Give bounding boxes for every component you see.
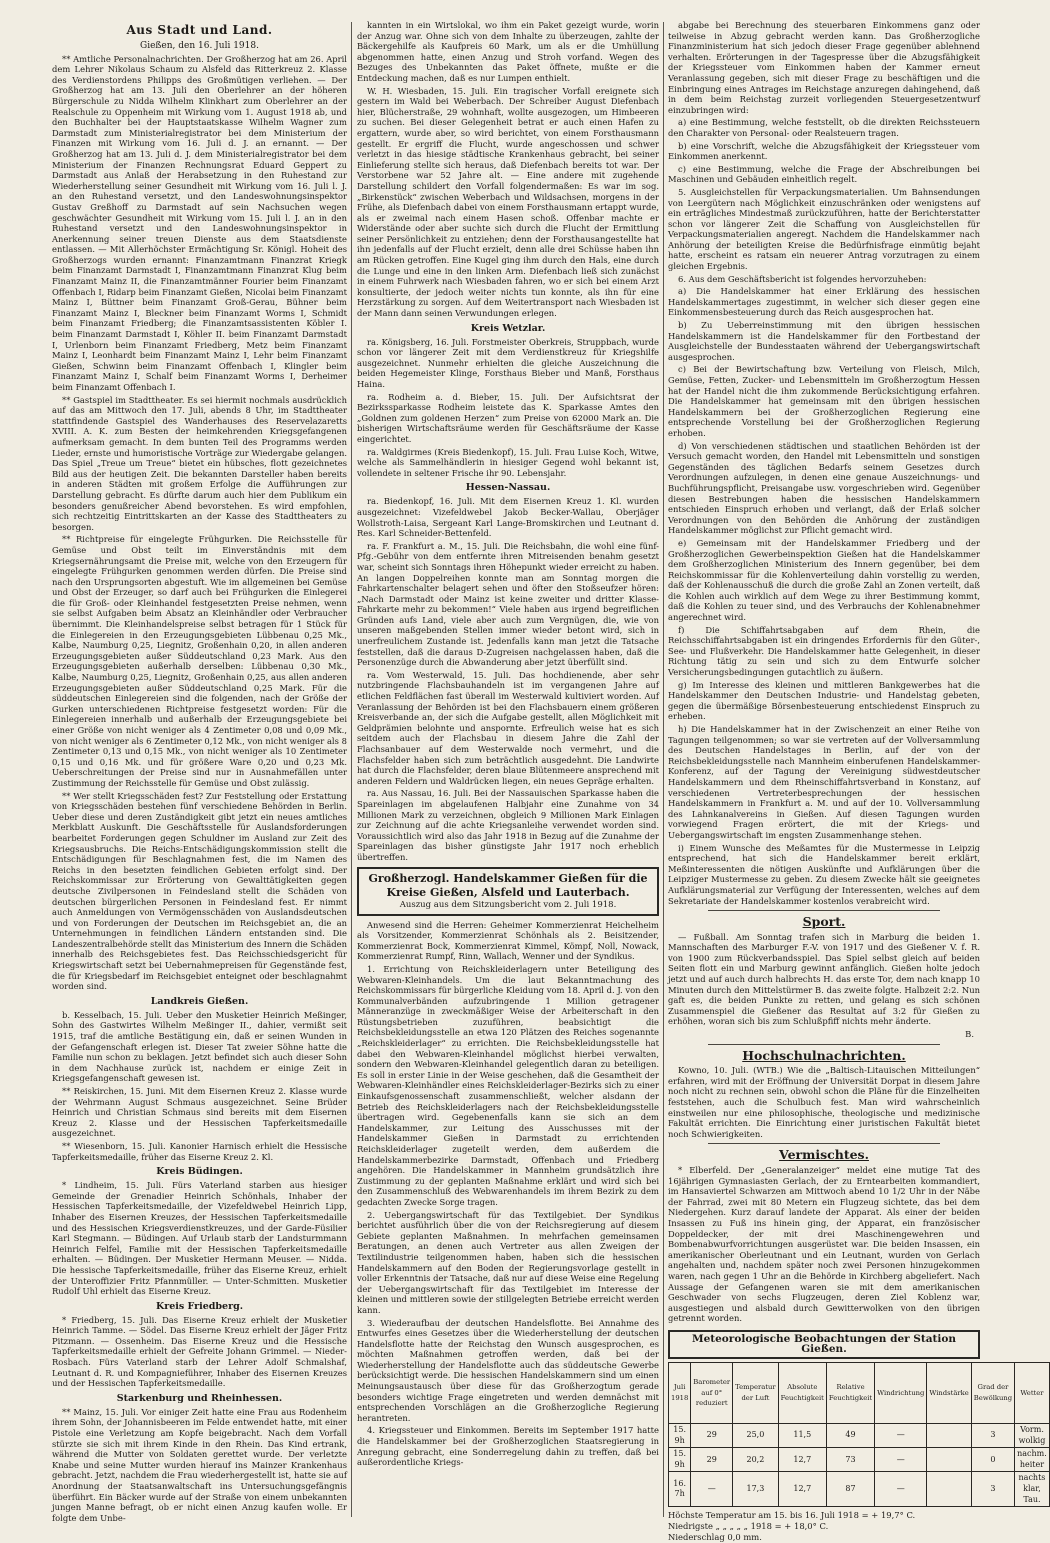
table-cell: 0 — [971, 1448, 1014, 1472]
column-rule — [663, 22, 664, 1517]
column-2 — [357, 20, 659, 1520]
table-cell — [927, 1448, 971, 1472]
article: b. Kesselbach, 15. Juli. Ueber den Musketier Heinrich Meßinger, Sohn des Gastwirtes Wilhelm Meßinger II., dahier, vermißt seit 1915, traf die amtliche Bestätigung ein, daß er seinen Wunden in der Gefangenschaft erlegen ist. Dieser Tat zweier Söhne hatte die Familie nun schon zu beklagen. Jetzt befindet sich auch dieser Sohn in dem Nachhause zurück ist, nachdem er einige Zeit in Kriegsgefangenschaft gewesen ist. — [52, 1009, 347, 1084]
precipitation: Niederschlag 0,0 mm. — [668, 1532, 762, 1543]
table-cell: 20,2 — [733, 1448, 779, 1472]
article: ** Wer stellt Kriegsschäden fest? Zur Feststellung oder Erstattung von Kriegsschäden bestehen fünf verschiedene Behörden in Berlin. Ueber diese und deren Zuständigkeit gibt jetzt ein neues amtliches Merkblatt Auskunft. Die Geschäftsstelle für Auslandsforderungen bearbeitet Forderungen gegen Schuldner im Ausland zur Zeit des Kriegsausbruchs. Die Reichs-Entschädigungskommission stellt die Entschädigungen für Beschlagnahmen fest, die im Namen des Reichs in den besetzten feindlichen Gebieten erfolgt sind. Der Reichskommissar zur Erörterung von Gewalttätigkeiten gegen deutsche Zivilpersonen in Feindesland stellt die Schäden von deutschen bürgerlichen Personen in Feindesland fest. Er nimmt auch Anmeldungen von Vermögensschäden von Auslandsdeutschen und von Forderungen der Deutschen im Reichsgebiet an, die an Unternehmungen in feindlichen Ländern entstanden sind. Die Landeszentralbehörde stellt das Ministerium des Innern die Schäden innerhalb des Reichsgebietes fest. Das Reichsschiedsgericht für Kriegswirtschaft setzt bei Uebernahmepreisen für Gegenstände fest, die für Kriegsbedarf im Reichsgebiet enteignet oder beschlagnahmt worden sind. — [52, 790, 347, 992]
table-row — [669, 1448, 1050, 1472]
article: Anwesend sind die Herren: Geheimer Kommerzienrat Heichelheim als Vorsitzender, Kommerzienrat Schönhals als 2. Beisitzender, Kommerzienrat Bock, Kommerzienrat Kimmel, Kömpf, Noll, Nowack, Kommerzienrat Rumpf, Rinn, Wallach, Wenner und der Syndikus. — [357, 919, 659, 962]
table-cell: 11,5 — [778, 1424, 826, 1448]
table-cell: 29 — [691, 1424, 733, 1448]
column-header: Grad der Bewölkung — [971, 1363, 1014, 1424]
chamber-header-box — [357, 867, 659, 916]
table-cell: 49 — [826, 1424, 874, 1448]
article: c) Bei der Bewirtschaftung bzw. Verteilung von Fleisch, Milch, Gemüse, Fetten, Zucker- und Lebensmitteln im Großherzogtum Hessen hat der Handel nicht die ihm zukommende Berücksichtigung erfahren. Die Handelskammer hat gemeinsam mit den übrigen hessischen Handelskammern bei der Großherzoglichen Regierung eine entsprechende Vorstellung bei der Großherzoglichen Regierung erhoben. — [668, 364, 980, 438]
article: ** Mainz, 15. Juli. Vor einiger Zeit hatte eine Frau aus Rodenheim ihrem Sohn, der Johannisbeeren im Felde entwendet hatte, mit einer Pistole eine Verletzung am Kopfe beigebracht. Nach dem Vorfall stürzte sie sich mit ihrem Kinde in den Rhein. Das Kind ertrank, während die Mutter von Soldaten gerettet wurde. Der verletzte Knabe und seine Mutter wurden hierauf ins Mainzer Krankenhaus gebracht. Jetzt, nachdem die Frau wiederhergestellt ist, hatte sie auf Anordnung der Staatsanwaltschaft ins Untersuchungsgefängnis überführt. Ein Bäcker wurde auf der Straße von einem unbekannten jungen Manne befragt, ob er nicht einen Anzug kaufen wolle. Er folgte dem Unbe- — [52, 1406, 347, 1523]
column-header: Barometer auf 0° reduziert — [691, 1363, 733, 1424]
table-cell: Vorm. wolkig — [1015, 1424, 1050, 1448]
dateline: Gießen, den 16. Juli 1918. — [140, 41, 259, 51]
chamber-subtitle: Auszug aus dem Sitzungsbericht vom 2. Juli 1918. — [399, 899, 617, 910]
chamber-title: Großherzogl. Handelskammer Gießen für die Kreise Gießen, Alsfeld und Lauterbach. — [368, 871, 648, 899]
article: g) Im Interesse des kleinen und mittleren Bankgewerbes hat die Handelskammer den Deutschen Industrie- und Handelstag gebeten, gegen die übermäßige Börsenbesteuerung entschiedenst Einspruch zu erheben. — [668, 679, 980, 722]
table-row — [669, 1424, 1050, 1448]
article: ** Wiesenborn, 15. Juli. Kanonier Harnisch erhielt die Hessische Tapferkeitsmedaille, früher das Eiserne Kreuz 2. Kl. — [52, 1140, 347, 1162]
table-cell: nachts klar, Tau. — [1015, 1472, 1050, 1507]
article: ** Richtpreise für eingelegte Frühgurken. Die Reichsstelle für Gemüse und Obst teilt im Einverständnis mit dem Kriegsernährungsamt die Preise mit, welche von den Erzeugern für eingelegte Frühgurken genommen werden dürfen. Die Preise sind nach den Ursprungsorten abgestuft. Wie im allgemeinen bei Gemüse und Obst der Erzeuger, so darf auch bei Frühgurken die Einlegerei die für Groß- oder Kleinhandel festgesetzten Preise nehmen, wenn sie selbst Aufgaben beim Absatz an Kleinhändler oder Verbraucher übernimmt. Die Kleinhandelspreise selbst betragen für 1 Stück für die Einlegereien in den Erzeugungsgebieten Lübbenau 0,25 Mk., Kalbe, Naumburg 0,25, Liegnitz, Großenhain 0,20, in allen anderen Erzeugungsgebieten außer Süddeutschland 0,23 Mark. Aus den Erzeugungsgebieten außerhalb derselben: Lübbenau 0,30 Mk., Kalbe, Naumburg 0,25, Liegnitz, Großenhain 0,25, aus allen anderen Erzeugungsgebieten außer Süddeutschland 0,25 Mark. Für die süddeutschen Einlegereien sind die folgenden, nach der Größe der Gurken unterschiedenen Richtpreise festgesetzt worden: Für die Einlegereien innerhalb und außerhalb der Erzeugungsgebiete bei einer Größe von nicht weniger als 4 Zentimeter 0,08 und 0,09 Mk., von nicht weniger als 6 Zentimeter 0,12 Mk., von nicht weniger als 8 Zentimeter 0,13 und 0,15 Mk., von nicht weniger als 10 Zentimeter 0,15 und 0,16 Mk. und für größere Ware 0,20 und 0,23 Mk. Ueberschreitungen der Preise sind nur in Ausnahmefällen unter Zustimmung der Reichsstelle für Gemüse und Obst zulässig. — [52, 534, 347, 788]
subheading: Kreis Büdingen. — [156, 1166, 243, 1178]
max-temperature: Höchste Temperatur am 15. bis 16. Juli 1918 = + 19,7° C. — [668, 1510, 916, 1521]
subheading: Kreis Wetzlar. — [470, 322, 546, 334]
article: ra. Rodheim a. d. Bieber, 15. Juli. Der Aufsichtsrat der Bezirkssparkasse Rodheim leistete das K. Sparkasse Amtes den „Goldnen zum goldenen Herzen“ zum Preise von 62000 Mark an. Die bisherigen Wirtschaftsräume werden für Geschäftsräume der Kasse eingerichtet. — [357, 391, 659, 444]
table-cell: 17,3 — [733, 1472, 779, 1507]
article: kannten in ein Wirtslokal, wo ihm ein Paket gezeigt wurde, worin der Anzug war. Ohne sich von dem Inhalte zu überzeugen, zahlte der Bäckergehilfe als Kaufpreis 60 Mark, um als er die Umhüllung abgenommen hatte, einen Anzug und Stroh vorfand. Wegen des Bezuges des Unbekannten das Paket öffnete, mußte er die Entdeckung machen, daß es nur Lumpen enthielt. — [357, 20, 659, 83]
article: ** Gastspiel im Stadttheater. Es sei hiermit nochmals ausdrücklich auf das am Mittwoch den 17. Juli, abends 8 Uhr, im Stadttheater stattfindende Gastspiel des Wanderhauses des Reservelazaretts XVIII. A. K. zum Besten der heimkehrenden Kriegsgefangenen aufmerksam gemacht. In dem bunten Teil des Programms werden Lieder, ernste und humoristische Vorträge zur Wiedergabe gelangen. Das Spiel „Treue um Treue“ bietet ein hübsches, flott gezeichnetes Bild aus der heutigen Zeit. Die bekannten Darsteller haben bereits in anderen Städten mit großem Erfolge die Aufführungen zur Darstellung gebracht. Es dürfte darum auch hier dem Publikum ein besonders genußreicher Abend bevorstehen. Es wird empfohlen, sich rechtzeitig Eintrittskarten an der Kasse des Stadttheaters zu besorgen. — [52, 394, 347, 532]
column-3 — [668, 20, 1047, 1543]
table-cell — [927, 1424, 971, 1448]
article: * Lindheim, 15. Juli. Fürs Vaterland starben aus hiesiger Gemeinde der Grenadier Heinrich Schönhals, Inhaber der Hessischen Tapferkeitsmedaille, der Vizefeldwebel Heinrich Lipp, Inhaber des Eisernen Kreuzes, der Hessischen Tapferkeitsmedaille und des Hessischen Kriegsverdienstkreuzes, und der Garde-Füsilier Karl Stegmann. — Büdingen. Auf Urlaub starb der Landsturmmann Heinrich Felfel, Familie mit der Hessischen Tapferkeitsmedaille erhalten. — Büdingen. Der Musketier Hermann Meuser. — Nidda. Die hessische Tapferkeitsmedaille, früher das Eiserne Kreuz, erhielt der Unteroffizier Fritz Pfannmüller. — Unter-Schmitten. Musketier Rudolf Uhl erhielt das Eiserne Kreuz. — [52, 1180, 347, 1297]
table-cell: 3 — [971, 1472, 1014, 1507]
article: abgabe bei Berechnung des steuerbaren Einkommens ganz oder teilweise in Abzug gebracht werden kann. Das Großherzogliche Finanzministerium hat sich jedoch dieser Frage gegenüber ablehnend verhalten. Erörterungen in der Tagespresse über die Abzugsfähigkeit der Kriegssteuer vom Einkommen haben der Kammer erneut Veranlassung gegeben, sich mit dieser Frage zu beschäftigen und die Einbringung eines Antrages im Reichstage anzuregen dahingehend, daß in dem beim Reichstag zurzeit vorliegenden Steuergesetzentwurf einzubringen wird: — [668, 20, 980, 115]
subheading: Hessen-Nassau. — [465, 482, 551, 494]
article: Kowno, 10. Juli. (WTB.) Wie die „Baltisch-Litauischen Mitteilungen“ erfahren, wird mit der Eröffnung der Universität Dorpat in diesem Jahre noch nicht zu rechnen sein, obwohl schon die Pläne für die Einzelheiten feststehen, auch die Schulbuch fest. Man wird wahrscheinlich einstweilen nur eine philosophische, theologische und medizinische Fakultät errichten. Die Einrichtung einer juristischen Fakultät bietet noch Schwierigkeiten. — [668, 1065, 980, 1139]
column-rule — [351, 22, 352, 1517]
table-cell: 25,0 — [733, 1424, 779, 1448]
article: 2. Uebergangswirtschaft für das Textilgebiet. Der Syndikus berichtet ausführlich über die von der Reichsregierung auf diesem Gebiete geplanten Maßnahmen. In mehrfachen gemeinsamen Beratungen, an denen auch Vertreter aus allen Zweigen der Textilindustrie teilgenommen haben, haben sich die hessischen Handelskammern auf den Boden der Regierungsvorlage gestellt in voller Erkenntnis der Tatsache, daß nur auf diese Weise eine Regelung der Uebergangswirtschaft für das Textilgebiet im Interesse der kleinen und mittleren sowie der stillgelegten Betriebe erreicht werden kann. — [357, 1209, 659, 1315]
table-cell: 16. 7h — [669, 1472, 691, 1507]
article: ** Amtliche Personalnachrichten. Der Großherzog hat am 26. April dem Lehrer Nikolaus Schaum zu Alsfeld das Ritterkreuz 2. Klasse des Verdienstordens Philipps des Großmütigen verliehen. — Der Großherzog hat am 13. Juli den Oberlehrer an der höheren Bürgerschule zu Nidda Wilhelm Klinkhart zum Oberlehrer an der Realschule zu Oppenheim mit Wirkung vom 1. August 1918 ab, und den Buchhalter bei der Hauptstaatskasse Wilhelm Wagner zum Darmstadt zum Ministerialregistrator bei dem Ministerium der Finanzen mit Wirkung vom 16. Juli d. J. an ernannt. — Der Großherzog hat am 13. Juli d. J. dem Ministerialregistrator bei dem Ministerium der Finanzen Rechnungsrat Eduard Geppert zu Darmstadt aus Anlaß der Herabsetzung in den Ruhestand zur Wiederherstellung seiner Gesundheit mit Wirkung vom 16. Juli l. J. an den Ruhestand versetzt, und den Landeswohnungsinspektor Gustav Greßhoff zu Darmstadt auf sein Nachsuchen wegen geschwächter Gesundheit mit Wirkung vom 15. Juli l. J. an in den Ruhestand versetzt und den Landeswohnungsinspektor in Anerkennung seiner treuen Dienste aus dem Staatsdienste entlassen. — Mit Allerhöchster Ermächtigung Sr. Königl. Hoheit des Großherzogs wurden ernannt: Finanzamtmann Finanzrat Kriegk beim Finanzamt Darmstadt I, Finanzamtmann Finanzrat Klug beim Finanzamt Mainz II, die Finanzamtmänner Fourier beim Finanzamt Offenbach I, Ridarp beim Finanzamt Gießen, Nicolai beim Finanzamt Mainz I, Büttner beim Finanzamt Groß-Gerau, Bühner beim Finanzamt Mainz I, Bleckner beim Finanzamt Worms I, Schmidt beim Finanzamt Friedberg; die Finanzamtsassistenten Köbler I. beim Finanzamt Darmstadt I, Köhler II. beim Finanzamt Darmstadt I, Urlenborn beim Finanzamt Friedberg, Metz beim Finanzamt Mainz I, Leonhardt beim Finanzamt Mainz I, Lehr beim Finanzamt Gießen, Schwinn beim Finanzamt Offenbach I, Klingler beim Finanzamt Mainz I, Schalf beim Finanzamt Worms I, Derheimer beim Finanzamt Offenbach I. — [52, 53, 347, 392]
article: 4. Kriegssteuer und Einkommen. Bereits im September 1917 hatte die Handelskammer bei der Großherzoglichen Staatsregierung in Anregung gebracht, eine Sonderregelung dahin zu treffen, daß bei außerordentliche Kriegs- — [357, 1425, 659, 1468]
article: d) Von verschiedenen städtischen und staatlichen Behörden ist der Versuch gemacht worden, den Handel mit Lebensmitteln und sonstigen Gegenständen des täglichen Bedarfs seinem Gesetzes durch Verordnungen aufzulegen, in denen eine genaue Auszeichnungs- und Buchführungspflicht, Preisangabe usw. vorgeschrieben wird. Gegenüber diesen Bestrebungen haben die hessischen Handelskammern entschieden Einspruch erhoben und verlangt, daß der Erlaß solcher Verordnungen von den Behörden die Anhörung der zuständigen Handelskammer möglichst zur Pflicht gemacht wird. — [668, 440, 980, 536]
article: ra. Vom Westerwald, 15. Juli. Das hochdienende, aber sehr nutzbringende Flachsbauhandeln ist im vergangenen Jahre auf etlichen Feldflächen fast überall im Westerwald kultiviert worden. Auf Veranlassung der Behörden ist bei den Flachsbauern einem größeren Kreisverbande an, der sich die Aufgabe gestellt, allen Möglichkeit mit Geldprämien belohnte und anspornte. Erfreulich weise hat es sich seitdem auch der Flachsbau in diesem Jahre die Zahl der Flachsanbauer auf dem Westerwalde noch vermehrt, und die Flachsfelder haben sich zum beträchtlich ausgedehnt. Die Landwirte hat durch die Flachsfelder, deren blaue Blütenmeere ansprechend mit anderen Feldern und Waldrücken liegen, ein neues Gepräge erhalten. — [357, 669, 659, 786]
table-cell: 3 — [971, 1424, 1014, 1448]
column-header: Windrichtung — [875, 1363, 927, 1424]
sport-heading: Sport. — [802, 914, 846, 930]
article: a) eine Bestimmung, welche feststellt, ob die direkten Reichssteuern den Charakter von Personal- oder Realsteuern tragen. — [668, 117, 980, 138]
table-cell — [927, 1472, 971, 1507]
column-header: Relative Feuchtigkeit — [826, 1363, 874, 1424]
article: h) Die Handelskammer hat in der Zwischenzeit an einer Reihe von Tagungen teilgenommen; so war sie vertreten auf der Vollversammlung des Deutschen Handelstages in Berlin, auf der von der Reichsbekleidungsstelle nach Mannheim einberufenen Handelskammer-Konferenz, auf der Tagung der Vereinigung südwestdeutscher Handelskammern und dem Rheinschiffahrtsverband in Konstanz, auf verschiedenen Vertreterbesprechungen der hessischen Handelskammern in Frankfurt a. M. und auf der 10. Vollversammlung des Lahnkanalvereins in Gießen. Auf diesen Tagungen wurden vorwiegend Fragen erörtert, die mit der Kriegs- und Uebergangswirtschaft im engsten Zusammenhange stehen. — [668, 724, 980, 840]
table-cell: — — [875, 1448, 927, 1472]
min-temperature: Niedrigste „ „ „ „ „ 1918 = + 18,0° C. — [668, 1521, 829, 1532]
article: ra. Aus Nassau, 16. Juli. Bei der Nassauischen Sparkasse haben die Spareinlagen im abgelaufenen Halbjahr eine Zunahme von 34 Millionen Mark zu verzeichnen, obgleich 9 Millionen Mark Einlagen zur Zeichnung auf die achte Kriegsanleihe verwendet worden sind. Voraussichtlich wird also das Jahr 1918 in Bezug auf die Zunahme der Spareinlagen das bisher günstigste Jahr 1917 noch erheblich übertreffen. — [357, 788, 659, 862]
divider — [708, 910, 940, 911]
article: * Friedberg, 15. Juli. Das Eiserne Kreuz erhielt der Musketier Heinrich Tamme. — Södel. Das Eiserne Kreuz erhielt der Jäger Fritz Pitzmann. — Ossenheim. Das Eiserne Kreuz und die Hessische Tapferkeitsmedaille erhielt der Gefreite Johann Grimmel. — Nieder-Rosbach. Fürs Vaterland starb der Lehrer Adolf Schmalshaf, Leutnant d. R. und Kompagnieführer, Inhaber des Eisernen Kreuzes und der Hessischen Tapferkeitsmedaille. — [52, 1314, 347, 1389]
article: ra. Königsberg, 16. Juli. Forstmeister Oberkreis, Struppbach, wurde schon vor längerer Zeit mit dem Verdienstkreuz für Kriegshilfe ausgezeichnet. Nunmehr erhielten die gleiche Auszeichnung die beiden Hegemeister Klinge, Forsthaus Bieber und Manß, Forsthaus Haina. — [357, 336, 659, 389]
table-row — [669, 1472, 1050, 1507]
miscellaneous-heading: Vermischtes. — [779, 1147, 869, 1163]
table-cell: 73 — [826, 1448, 874, 1472]
table-cell: — — [875, 1472, 927, 1507]
article: e) Gemeinsam mit der Handelskammer Friedberg und der Großherzoglichen Gewerbeinspektion Gießen hat die Handelskammer dem Großherzoglichen Ministerium des Innern gegenüber, bei dem Reichskommissar für die Kohlenverteilung dahin vorstellig zu werden, daß der Kohlenausschuß die durch die große Zahl an Zonen verteilt, daß die Kohlen auch wirklich auf dem Wege zu ihrer Bestimmung kommt, daß die Kohlen zu teuer sind, und des Verbrauchs der Kohlenabnehmer angerechnet wird. — [668, 537, 980, 623]
column-header: Absolute Feuchtigkeit — [778, 1363, 826, 1424]
weather-summary — [668, 1510, 980, 1543]
table-cell: — — [875, 1424, 927, 1448]
article: i) Einem Wunsche des Meßamtes für die Mustermesse in Leipzig entsprechend, hat sich die Handelskammer bereit erklärt, Meßinteressenten die nötigen Auskünfte und Aufklärungen über die Leipziger Mustermesse zu geben. Zu diesem Zwecke hält sie geeignetes Aufklärungsmaterial zur Verfügung der Interessenten, welches auf dem Sekretariate der Handelskammer kostenlos verabreicht wird. — [668, 842, 980, 906]
subheading: Kreis Friedberg. — [155, 1300, 244, 1312]
author-initial: B. — [965, 1029, 974, 1040]
article: 6. Aus dem Geschäftsbericht ist folgendes hervorzuheben: — [678, 273, 927, 284]
divider — [708, 1143, 940, 1144]
table-cell: — — [691, 1472, 733, 1507]
column-header: Temperatur der Luft — [733, 1363, 779, 1424]
column-1 — [52, 20, 347, 1523]
column-header: Wetter — [1015, 1363, 1050, 1424]
weather-table-title: Meteorologische Beobachtungen der Station Gießen. — [668, 1330, 980, 1359]
article: ra. F. Frankfurt a. M., 15. Juli. Die Reichsbahn, die wohl eine fünf-Pfg.-Gebühr von dem entfernte ihren Mitreisenden benahm gesetzt war, scheint sich Sonntags ihren Höhepunkt wieder erreicht zu haben. An langen Doppelreihen konnte man am Sonntag morgen die Fahrkartenschalter belagert sehen und öfter den Stoßseufzer hören: „Nach Darmstadt oder Mainz ist keine zweiter und dritter Klasse-Fahrkarte mehr zu bekommen!“ Viele haben aus irgend begreiflichen Gründen aufs Land, viele aber auch zum Vergnügen, die, wie von unseren maßgebenden Stellen immer wieder betont wird, sich in unerfreulichem Zustande ist. Jedenfalls kann man jetzt die Tatsache feststellen, daß die daraus D-Zugreisen nachgelassen haben, daß die Personenzüge durch die Abwanderung aber jetzt überfüllt sind. — [357, 540, 659, 668]
article: ra. Waldgirmes (Kreis Biedenkopf), 15. Juli. Frau Luise Koch, Witwe, welche als Sammelhändlerin in hiesiger Gegend wohl bekannt ist, vollendete in seltener Frische ihr 90. Lebensjahr. — [357, 446, 659, 478]
column-header: Windstärke — [927, 1363, 971, 1424]
weather-table-header — [669, 1363, 1050, 1424]
article: a) Die Handelskammer hat einer Erklärung des hessischen Handelskammertages zugestimmt, in welcher sich dieser gegen eine Einkommensbesteuerung durch das Reich ausgesprochen hat. — [668, 286, 980, 318]
article: * Elberfeld. Der „Generalanzeiger“ meldet eine mutige Tat des 16jährigen Gymnasiasten Gerlach, der zu Erntearbeiten kommandiert, im Hansaviertel Schwarzen am Mittwoch abend 10 1/2 Uhr in der Näbe der Fahrrad, zwei mit 80 Metern ein Flugzeug sichtete, das bei dem Niedergehen. Kurz darauf landete der Apparat. Als einer der beiden Insassen zu Fuß ins hinein ging, der Apparat, ein französischer Doppeldecker, der mit drei Maschinengewehren und Bombenabwurfvorrichtungen ausgerüstet war. Die beiden Insassen, ein amerikanischer Oberleutnant und ein Leutnant, wurden von Gerlach angehalten und, nachdem später noch zwei Personen hinzugekommen waren, nach gegen 1 Uhr an die Behörde in Kirchberg abgeliefert. Nach Aussage der Gefangenen waren sie mit dem amerikanischen Geschwader von sechs Flugzeugen, deren Ziel Koblenz war, ausgestiegen und alsbald durch Gewitterwolken von den übrigen getrennt worden. — [668, 1164, 980, 1324]
article: c) eine Bestimmung, welche die Frage der Abschreibungen bei Maschinen und Gebäuden einheitlich regelt. — [668, 163, 980, 185]
subheading: Landkreis Gießen. — [150, 995, 249, 1007]
article: f) Die Schiffahrtsabgaben auf dem Rhein, die Reichsschiffahrtsabgaben ist ein dringendes Erfordernis für den Güter-, See- und Flußverkehr. Die Handelskammer hatte Gelegenheit, in dieser Richtung tätig zu sein und sich zu dem Entwurfe solcher Versicherungsbedingungen gutachtlich zu äußern. — [668, 624, 980, 678]
table-cell: 15. 9h — [669, 1424, 691, 1448]
article: ra. Biedenkopf, 16. Juli. Mit dem Eisernen Kreuz 1. Kl. wurden ausgezeichnet: Vizefeldwebel Jakob Becker-Wallau, Oberjäger Wollstroth-Laisa, Sergeant Karl Lange-Bromskirchen und Leutnant d. Res. Karl Schneider-Bettenfeld. — [357, 496, 659, 539]
article: b) eine Vorschrift, welche die Abzugsfähigkeit der Kriegssteuer vom Einkommen anerkennt. — [668, 140, 980, 162]
table-cell: 12,7 — [778, 1472, 826, 1507]
university-news-heading: Hochschulnachrichten. — [742, 1047, 906, 1063]
column-header: Juli 1918 — [669, 1363, 691, 1424]
divider — [708, 1044, 940, 1045]
article: b) Zu Ueberreinstimmung mit den übrigen hessischen Handelskammern ist die Handelskammer für den Fortbestand der Ausgleichstelle der Bundesstaaten während der Uebergangswirtschaft ausgesprochen. — [668, 320, 980, 362]
article: ** Reiskirchen, 15. Juni. Mit dem Eisernen Kreuz 2. Klasse wurde der Wehrmann August Schmaus ausgezeichnet. Seine Brüder Heinrich und Christian Schmaus sind bereits mit dem Eisernen Kreuz 2. Klasse und der Hessischen Tapferkeitsmedaille ausgezeichnet. — [52, 1086, 347, 1139]
table-cell: 87 — [826, 1472, 874, 1507]
article: 1. Errichtung von Reichskleiderlagern unter Beteiligung des Webwaren-Kleinhandels. Um die laut Bekanntmachung des Reichskommissars für bürgerliche Kleidung vom 18. April d. J. von den Kommunalverbänden aufzubringende 1 Million getragener Männeranzüge in zweckmäßiger Weise der Arbeiterschaft in den Rüstungsbetrieben zuzuführen, beabsichtigt die Reichsbekleidungsstelle an etwa 120 Plätzen des Reiches sogenannte „Reichskleiderlager“ zu errichten. Die Reichsbekleidungsstelle hat dabei den Webwaren-Kleinhandel möglichst hierbei verwalten, sondern den Webwaren-Kleinhandel gelegentlich daran zu beteiligen. Es soll in erster Linie in der Weise geschehen, daß die Gesamtheit der Webwaren-Kleinhändler eines Reichskleiderlager-Bezirks sich zu einer Einkaufsgenossenschaft zusammenschließt, welcher alsdann der Betrieb des Reichskleiderlagers nach der Reichsbekleidungsstelle übertragen wird. Gegebenenfalls kann sie sich an dem Handelskammer, zur Leitung des Ausschusses mit der Handelskammer Gießen in Darmstadt zu errichtenden Reichskleiderlager zugeteilt werden, dem außerdem die Handelskammerbezirke Darmstadt, Offenbach und Friedberg angehören. Die Handelskammer in Mannheim grundsätzlich ihre Zustimmung zu der geplanten Maßnahme erklärt und wird sich bei den Zusammenschluß des Webwarenhandels im ihrem Bezirk zu dem gedachten Zwecke Sorge tragen. — [357, 963, 659, 1207]
article: 5. Ausgleichstellen für Verpackungsmaterialien. Um Bahnsendungen von Leergütern nach Möglichkeit einzuschränken oder wenigstens auf ein erträgliches Mindestmaß zurückzuführen, hatte der Berichterstatter schon vor längerer Zeit die Schaffung von Ausgleichstellen für Verpackungsmaterialien angeregt. Nachdem die Handelskammer nach Anhörung der beteiligten Kreise die Bedürfnisfrage einmütig bejaht hatte, erscheint es ratsam ein neuerer Antrag vorzutragen zu einem gleichen Ergebnis. — [668, 186, 980, 272]
subheading: Starkenburg und Rheinhessen. — [116, 1392, 283, 1404]
article: 3. Wiederaufbau der deutschen Handelsflotte. Bei Annahme des Entwurfes eines Gesetzes über die Wiederherstellung der deutschen Handelsflotte hatte der Reichstag den Wunsch ausgesprochen, es möchten Maßnahmen getroffen werden, daß bei der Wiederherstellung der Handelsflotte auch das süddeutsche Gewerbe berücksichtigt werde. Die hessischen Handelskammern sind um einen Meinungsaustausch über diese für das Großherzogtum gerade besonders wichtige Frage eingetreten und werden demnächst mit entsprechenden Vorschlägen an die Großherzogliche Regierung herantreten. — [357, 1317, 659, 1423]
table-cell: nachm. heiter — [1015, 1448, 1050, 1472]
article: — Fußball. Am Sonntag trafen sich in Marburg die beiden 1. Mannschaften des Marburger F.-V. von 1917 und des Gießener V. f. R. von 1900 zum Rückverbandsspiel. Das Spiel selbst gleich auf beiden Seiten flott ein und Marburg gewinnt anfänglich. Gießen holte jedoch jetzt und auf auch durch halbrechts H. das erste Tor, dem nach knapp 10 Minuten durch den Mittelstürmer B. das zweite folgte. Halbzeit 2:2. Nun gaft es, die beiden Punkte zu retten, und gelang es sich schönen Zusammenspiel die Gießener das Resultat auf 3:2 für Gießen zu erhöhen, woran sich bis zum Schlußpfiff nichts mehr änderte. — [668, 931, 980, 1027]
section-heading: Aus Stadt und Land. — [126, 23, 273, 37]
article: W. H. Wiesbaden, 15. Juli. Ein tragischer Vorfall ereignete sich gestern im Wald bei Weberbach. Der Schreiber August Diefenbach hier, Blücherstraße, 29 wohnhaft, wollte ausgezogen, um Himbeeren zu suchen. Bei dieser Gelegenheit betrat er auch einen Hafen zu ergattern, wurde aber, so wird berichtet, von einem Forsthausmann gestellt. Er ergriff die Flucht, wurde angeschossen und schwer verletzt in das hiesige städtische Krankenhaus gebracht, bei seiner Einlieferung stellte sich heraus, daß Diefenbach bereits tot war. Der Verstorbene war 52 Jahre alt. — Eine andere mit zugehende Darstellung schildert den Vorfall folgendermaßen: Es war im sog. „Birkenstück“ zwischen Weberbach und Wildsachsen, morgens in der Frühe, als Diefenbach dabei von einem Forsthausmann ertappt wurde, als er zweimal nach einem Hasen schoß. Offenbar machte er Widerstände oder aber suchte sich durch die Flucht der Ermittlung seiner Persönlichkeit zu entziehen; denn der Forsthausangestellte hat ihn jedenfalls auf der Flucht erzielt, denn alle drei Schüsse haben ihn am Rücken getroffen. Eine Kugel ging ihm durch den Hals, eine durch die Lunge und eine in den linken Arm. Diefenbach ließ sich zunächst in einem Fuhrwerk nach Wiesbaden fahren, wo er sich bei einem Arzt konsultierte, der jedoch weiter nichts tun konnte, als ihn für eine Herzstärkung zu sorgen. Auf dem Weitertransport nach Wiesbaden ist der Mann dann seinen Verwundungen erlegen. — [357, 85, 659, 319]
table-cell: 29 — [691, 1448, 733, 1472]
table-cell: 15. 9h — [669, 1448, 691, 1472]
table-cell: 12,7 — [778, 1448, 826, 1472]
weather-table — [668, 1362, 1050, 1507]
